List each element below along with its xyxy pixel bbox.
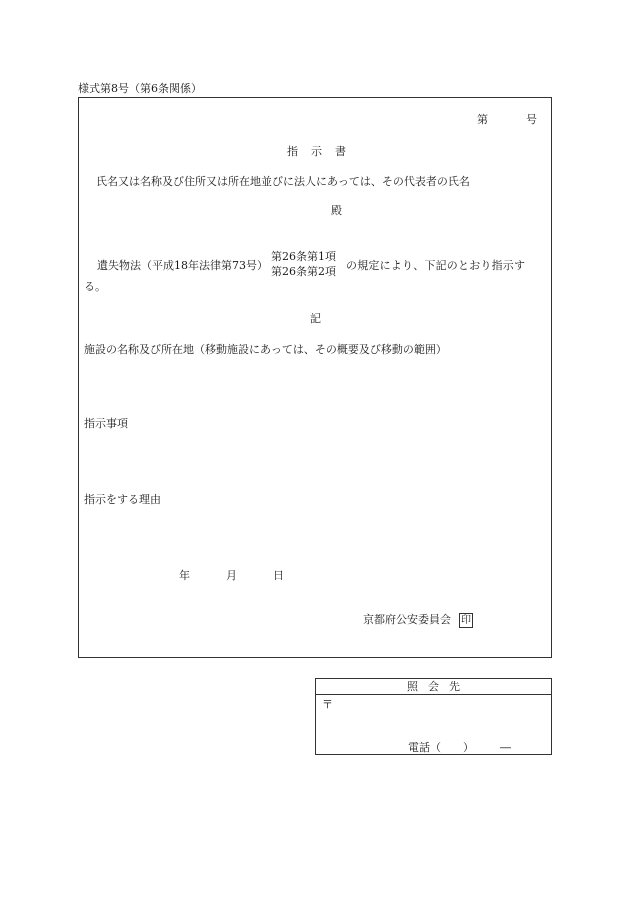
law-continuation: る。 (84, 280, 106, 293)
date-year: 年 (179, 569, 190, 582)
phone-label: 電話（ ） (408, 741, 474, 754)
instructions-section-label: 指示事項 (84, 417, 128, 430)
reason-section-label: 指示をする理由 (84, 493, 161, 506)
law-prefix: 遺失物法（平成18年法律第73号） (97, 259, 268, 272)
date-day: 日 (273, 569, 284, 582)
postal-mark: 〒 (322, 698, 333, 711)
issuer-line (363, 613, 473, 628)
document-number-prefix: 第 (477, 113, 488, 126)
ki-heading: 記 (310, 312, 321, 325)
law-article-1: 第26条第1項 (271, 250, 336, 263)
facility-section-label: 施設の名称及び所在地（移動施設にあっては、その概要及び移動の範囲） (84, 343, 447, 356)
reference-contact-table (315, 678, 552, 755)
honorific: 殿 (331, 204, 342, 217)
addressee-line: 氏名又は名称及び住所又は所在地並びに法人にあっては、その代表者の氏名 (96, 175, 470, 188)
law-article-2: 第26条第2項 (271, 265, 336, 278)
reference-header: 照会先 (316, 679, 551, 695)
issuer-name: 京都府公安委員会 (363, 613, 451, 626)
document-number-suffix: 号 (526, 113, 537, 126)
form-label: 様式第8号（第6条関係） (78, 82, 202, 95)
seal-mark: 印 (461, 615, 471, 626)
phone-dash: ― (500, 741, 511, 754)
document-title: 指示書 (287, 145, 359, 158)
law-suffix: の規定により、下記のとおり指示す (346, 259, 526, 272)
date-month: 月 (226, 569, 237, 582)
